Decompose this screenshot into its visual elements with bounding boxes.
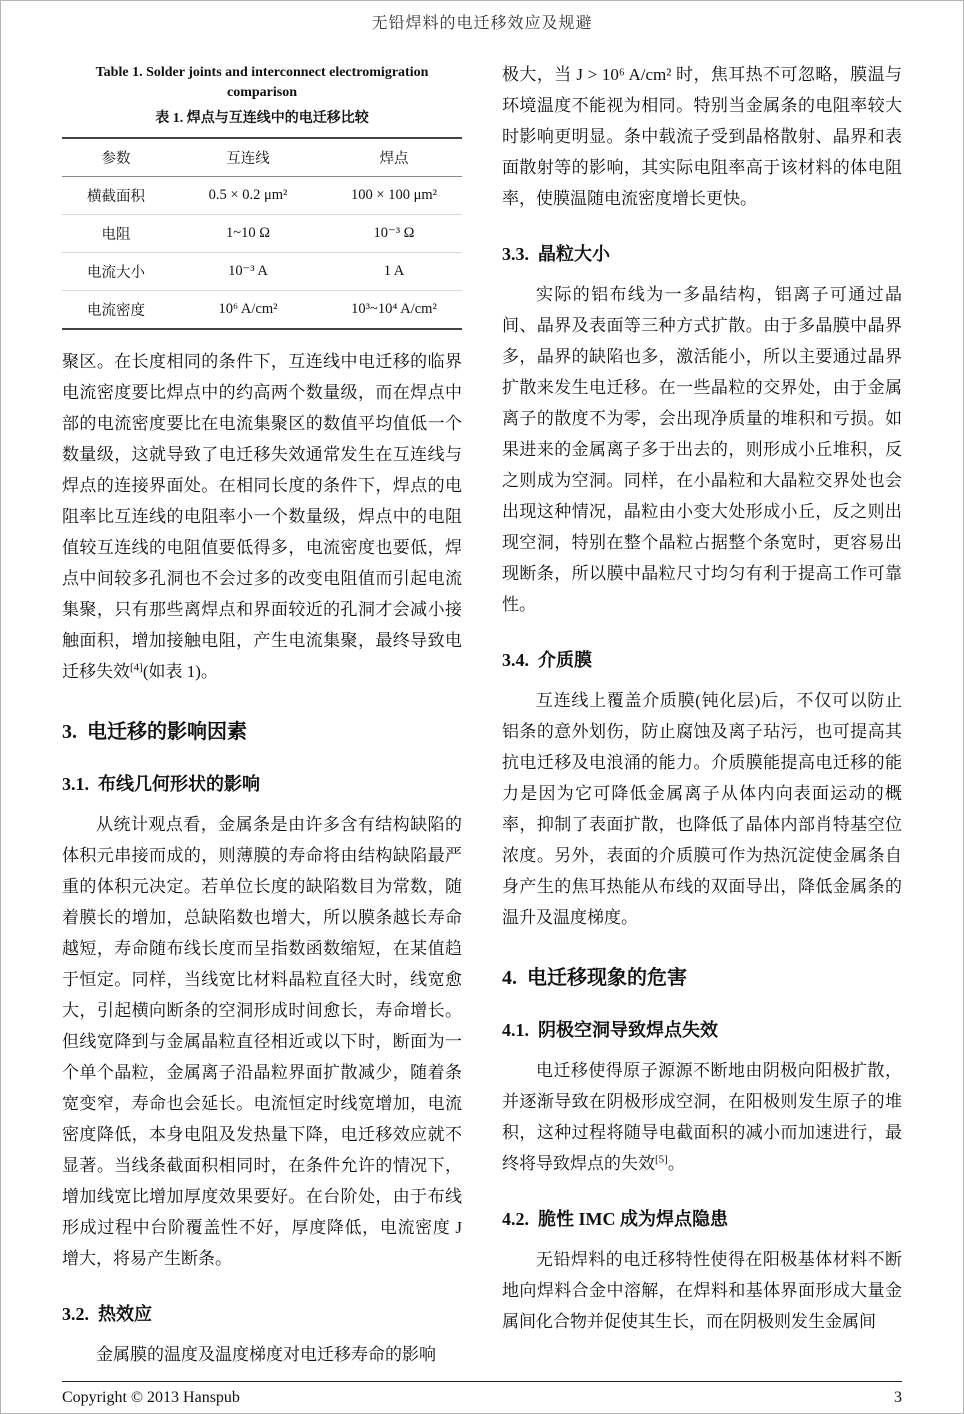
table1-header-solder-joint: 焊点 bbox=[326, 138, 462, 177]
paragraph-4-1 bbox=[502, 1055, 902, 1179]
copyright-text: Copyright © 2013 Hanspub bbox=[62, 1389, 240, 1406]
running-head bbox=[1, 1, 963, 33]
paragraph-4-2: 无铅焊料的电迁移特性使得在阳极基体材料不断地向焊料合金中溶解，在焊料和基体界面形成大量金属间化合物并促使其生长，而在阴极则发生金属间 bbox=[502, 1250, 902, 1331]
subsection-heading-3-3: 3.3. 晶粒大小 bbox=[502, 244, 610, 264]
table-cell: 电流密度 bbox=[87, 302, 145, 319]
table-cell: 10⁻³ Ω bbox=[326, 214, 462, 252]
citation-ref-4: [4] bbox=[130, 660, 143, 673]
paragraph-3-3: 实际的铝布线为一多晶结构，铝离子可通过晶间、晶界及表面等三种方式扩散。由于多晶膜中晶界多，晶界的缺陷也多，激活能小，所以主要通过晶界扩散来发生电迁移。在一些晶粒的交界处，由于金属离子的散度不为零，会出现净质量的堆积和亏损。如果进来的金属离子多于出去的，则形成小丘堆积，反之则成为空洞。同样，在小晶粒和大晶粒交界处也会出现这种情况，晶粒由小变大处形成小丘，反之则出现空洞，特别在整个晶粒占据整个条宽时，更容易出现断条，所以膜中晶粒尺寸均匀有利于提高工作可靠性。 bbox=[502, 285, 902, 614]
table-cell: 电流大小 bbox=[62, 252, 170, 290]
paragraph-3-1: 从统计观点看，金属条是由许多含有结构缺陷的体积元串接而成的，则薄膜的寿命将由结构缺陷最严重的体积元决定。若单位长度的缺陷数目为常数，随着膜长的增加，总缺陷数也增大，所以膜条越长寿命越短，寿命随布线长度而呈指数函数缩短，在某值趋于恒定。同样，当线宽比材料晶粒直径大时，线宽愈大，引起横向断条的空洞形成时间愈长，寿命增长。但线宽降到与金属晶粒直径相近或以下时，断面为一个单个晶粒，金属离子沿晶粒界面扩散减少，随着条宽变窄，寿命也会延长。电流恒定时线宽增加，电流密度降低，本身电阻及发热量下降，电迁移效应就不显著。当线条截面积相同时，在条件允许的情况下，增加线宽比增加厚度效果要好。在台阶处，由于布线形成过程中台阶覆盖性不好，厚度降低，电流密度 J 增大，将易产生断条。 bbox=[62, 814, 462, 1268]
subsection-heading-3-2: 3.2. 热效应 bbox=[62, 1303, 152, 1324]
table-cell: 电阻 bbox=[62, 214, 170, 252]
table-row bbox=[62, 252, 462, 290]
table1-caption bbox=[62, 63, 462, 127]
page-footer bbox=[62, 1381, 902, 1407]
table-cell: 1~10 Ω bbox=[170, 214, 326, 252]
section-heading-4: 4. 电迁移现象的危害 bbox=[502, 967, 687, 989]
paragraph-continuation bbox=[62, 346, 462, 687]
table1-header-interconnect: 互连线 bbox=[170, 138, 326, 177]
section-heading-3: 3. 电迁移的影响因素 bbox=[62, 720, 247, 743]
table-cell: 1 A bbox=[326, 252, 462, 290]
table-cell: 10⁻³ A bbox=[170, 252, 326, 290]
subsection-heading-3-1: 3.1. 布线几何形状的影响 bbox=[62, 773, 260, 794]
table1-header-parameter: 参数 bbox=[62, 138, 170, 177]
table-row bbox=[62, 176, 462, 214]
subsection-heading-3-4: 3.4. 介质膜 bbox=[502, 650, 592, 670]
table1-header-row bbox=[62, 138, 462, 177]
table1-caption-chinese: 表 1. 焊点与互连线中的电迁移比较 bbox=[155, 110, 369, 126]
table-cell: 0.5 × 0.2 μm² bbox=[170, 176, 326, 214]
two-column-content bbox=[1, 33, 963, 1370]
page-number: 3 bbox=[894, 1389, 902, 1406]
citation-ref-5: [5] bbox=[655, 1153, 668, 1166]
subsection-heading-4-1: 4.1. 阴极空洞导致焊点失效 bbox=[502, 1020, 718, 1040]
table1-caption-english: Table 1. Solder joints and interconnect electromigration comparison bbox=[95, 65, 429, 101]
paragraph-continuation: 极大，当 J > 10⁶ A/cm² 时，焦耳热不可忽略，膜温与环境温度不能视为相同。特别当金属条的电阻率较大时影响更明显。条中载流子受到晶格散射、晶界和表面散射等的影响，其实际电阻率高于该材料的体电阻率，使膜温随电流密度增长更快。 bbox=[502, 65, 902, 208]
subsection-heading-4-2: 4.2. 脆性 IMC 成为焊点隐患 bbox=[502, 1209, 728, 1229]
paragraph-text: 电迁移使得原子源源不断地由阴极向阳极扩散，并逐渐导致在阴极形成空洞，在阳极则发生原子的堆积，这种过程将随导电截面积的减小而加速进行，最终将导致焊点的失效 bbox=[502, 1061, 902, 1173]
table-row bbox=[62, 214, 462, 252]
paragraph-text: (如表 1)。 bbox=[142, 661, 218, 681]
table-row bbox=[62, 290, 462, 329]
paragraph-text: 。 bbox=[667, 1154, 685, 1173]
paragraph-3-2: 金属膜的温度及温度梯度对电迁移寿命的影响 bbox=[96, 1344, 436, 1364]
left-column bbox=[62, 59, 462, 1370]
table-cell: 横截面积 bbox=[62, 176, 170, 214]
right-column bbox=[502, 59, 902, 1370]
paragraph-3-4: 互连线上覆盖介质膜(钝化层)后，不仅可以防止铝条的意外划伤，防止腐蚀及离子玷污，也可提高其抗电迁移及电浪涌的能力。介质膜能提高电迁移的能力是因为它可降低金属离子从体内向表面运动的概率，抑制了表面扩散，也降低了晶体内部肖特基空位浓度。另外，表面的介质膜可作为热沉淀使金属条自身产生的焦耳热能从布线的双面导出，降低金属条的温升及温度梯度。 bbox=[502, 691, 902, 927]
table1 bbox=[62, 137, 462, 330]
paragraph-text: 聚区。在长度相同的条件下，互连线中电迁移的临界电流密度要比焊点中的约高两个数量级，而在焊点中部的电流密度要比在电流集聚区的数值平均值低一个数量级，这就导致了电迁移失效通常发生在互连线与焊点的连接界面处。在相同长度的条件下，焊点的电阻率比互连线的电阻率小一个数量级，焊点中的电阻值较互连线的电阻值要低得多，电流密度也要低，焊点中间较多孔洞也不会过多的改变电阻值而引起电流集聚，只有那些离焊点和界面较近的孔洞才会减小接触面积，增加接触电阻，产生电流集聚，最终导致电迁移失效 bbox=[62, 351, 462, 681]
table-cell: 10³~10⁴ A/cm² bbox=[351, 300, 437, 317]
paper-title: 无铅焊料的电迁移效应及规避 bbox=[371, 15, 593, 32]
table-cell: 10⁶ A/cm² bbox=[218, 300, 278, 317]
table-cell: 100 × 100 μm² bbox=[326, 176, 462, 214]
